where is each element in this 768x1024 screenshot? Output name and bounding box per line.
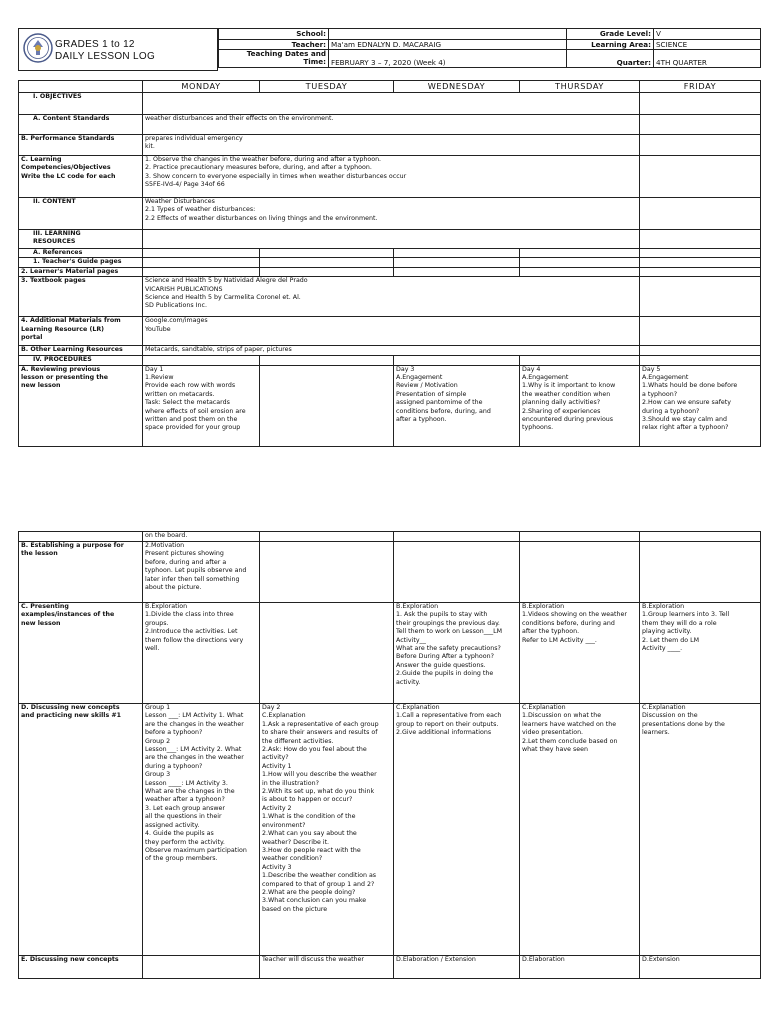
reviewing-tuesday [260, 365, 394, 446]
discussing-concepts-2-friday: D.Extension [640, 956, 761, 979]
reviewing-monday-continued: on the board. [143, 532, 260, 542]
quarter-label: Quarter: [567, 50, 654, 68]
presenting-examples-wednesday: B.Exploration 1. Ask the pupils to stay with their groupings the previous day. Tell them to work on Lesson___LM Activity__ What are the safety precautions? Before During After a typhoon? Answer the guide questions. 2.Guide the pupils in doing the activity. [394, 603, 520, 704]
reviewing-wednesday: Day 3 A.Engagement Review / Motivation Presentation of simple assigned pantomime of the conditions before, during, and after a typhoon. [394, 365, 520, 446]
deped-seal-icon [23, 33, 53, 63]
reviewing-friday: Day 5 A.Engagement 1.Whats hould be done before a typhoon? 2.How can we ensure safety during a typhoon? 3.Should we stay calm and relax right after a typhoon? [640, 365, 761, 446]
textbook-pages-label: 3. Textbook pages [19, 277, 143, 317]
grade-level-label: Grade Level: [567, 29, 654, 40]
reviewing-monday: Day 1 1.Review Provide each row with words written on metacards. Task: Select the metacards where effects of soil erosion are written and post them on the space provided for your group [143, 365, 260, 446]
lesson-log-part1 [18, 80, 760, 447]
day-header-blank [19, 81, 143, 93]
other-resources-label: B. Other Learning Resources [19, 346, 143, 356]
school-value [329, 29, 567, 40]
day-header-thursday: THURSDAY [520, 81, 640, 93]
day-header-wednesday: WEDNESDAY [394, 81, 520, 93]
day-header-tuesday: TUESDAY [260, 81, 394, 93]
discussing-concepts-1-tuesday: Day 2 C.Explanation 1.Ask a representative of each group to share their answers and results of the different activities. 2.Ask: How do you feel about the activity? Activity 1 1.How will you describe the weather in the illustration? 2.With its set up, what do you think is about to happen or occur? Activity 2 1.What is the condition of the environment? 2.What can you say about the weather? Describe it. 3.How do people react with the weather condition? Activity 3 1.Describe the weather condition as compared to that of group 1 and 2? 2.What are the people doing? 3.What conclusion can you make based on the picture [260, 704, 394, 956]
learners-material-label: 2. Learner's Material pages [19, 267, 143, 276]
lesson-log-table-2 [18, 531, 761, 979]
content-standards-label: A. Content Standards [19, 115, 143, 135]
content-value: Weather Disturbances 2.1 Types of weather disturbances: 2.2 Effects of weather disturbances on living things and the environment. [143, 198, 640, 230]
content-heading: II. CONTENT [19, 198, 143, 230]
discussing-concepts-2-monday [143, 956, 260, 979]
teacher-label: Teacher: [219, 39, 329, 50]
discussing-concepts-1-label: D. Discussing new concepts and practicing new skills #1 [19, 704, 143, 956]
teachers-guide-label: 1. Teacher's Guide pages [19, 258, 143, 267]
discussing-concepts-2-thursday: D.Elaboration [520, 956, 640, 979]
other-resources-value: Metacards, sandtable, strips of paper, pictures [143, 346, 640, 356]
day-header-friday: FRIDAY [640, 81, 761, 93]
discussing-concepts-2-wednesday: D.Elaboration / Extension [394, 956, 520, 979]
reviewing-thursday: Day 4 A.Engagement 1.Why is it important to know the weather condition when planning daily activities? 2.Sharing of experiences encountered during previous typhoons. [520, 365, 640, 446]
presenting-examples-label: C. Presenting examples/instances of the new lesson [19, 603, 143, 704]
presenting-examples-friday: B.Exploration 1.Group learners into 3. Tell them they will do a role playing activity. 2. Let them do LM Activity ____. [640, 603, 761, 704]
dll-header [18, 28, 760, 71]
learning-competencies-label: C. Learning Competencies/Objectives Write the LC code for each [19, 156, 143, 198]
performance-standards-label: B. Performance Standards [19, 135, 143, 156]
learning-area-label: Learning Area: [567, 39, 654, 50]
day-header-monday: MONDAY [143, 81, 260, 93]
discussing-concepts-2-label: E. Discussing new concepts [19, 956, 143, 979]
logo-title-line2: DAILY LESSON LOG [55, 51, 156, 62]
objectives-heading: I. OBJECTIVES [19, 93, 143, 115]
discussing-concepts-1-wednesday: C.Explanation 1.Call a representative from each group to report on their outputs. 2.Give additional informations [394, 704, 520, 956]
presenting-examples-thursday: B.Exploration 1.Videos showing on the weather conditions before, during and after the typhoon. Refer to LM Activity ___. [520, 603, 640, 704]
lesson-log-table-1 [18, 80, 761, 447]
references-label: A. References [19, 249, 143, 258]
learning-area-value: SCIENCE [654, 39, 761, 50]
grade-level-value: V [654, 29, 761, 40]
logo-box [18, 28, 218, 71]
discussing-concepts-1-friday: C.Explanation Discussion on the presentations done by the learners. [640, 704, 761, 956]
content-standards-value: weather disturbances and their effects on the environment. [143, 115, 640, 135]
reviewing-previous-lesson-label: A. Reviewing previous lesson or presenting the new lesson [19, 365, 143, 446]
discussing-concepts-1-thursday: C.Explanation 1.Discussion on what the learners have watched on the video presentation. 2.Let them conclude based on what they have seen [520, 704, 640, 956]
additional-materials-value: Google.com/images YouTube [143, 317, 640, 346]
textbook-pages-value: Science and Health 5 by Natividad Alegre del Prado VICARISH PUBLICATIONS Science and Health 5 by Carmelita Coronel et. Al. SD Publications Inc. [143, 277, 640, 317]
learning-resources-heading: III. LEARNING RESOURCES [19, 230, 143, 249]
teaching-dates-value: FEBRUARY 3 – 7, 2020 (Week 4) [329, 50, 567, 68]
quarter-value: 4TH QUARTER [654, 50, 761, 68]
teacher-value: Ma'am EDNALYN D. MACARAIG [329, 39, 567, 50]
teaching-dates-label: Teaching Dates and Time: [219, 50, 329, 68]
establishing-purpose-label: B. Establishing a purpose for the lesson [19, 542, 143, 603]
school-label: School: [219, 29, 329, 40]
logo-title-line1: GRADES 1 to 12 [55, 39, 135, 50]
discussing-concepts-1-monday: Group 1 Lesson ___: LM Activity 1. What are the changes in the weather before a typhoon? Group 2 Lesson___: LM Activity 2. What are the changes in the weather during a typhoon? Group 3 Lesson ____: LM Activity 3. What are the changes in the weather after a typhoon? 3. Let each group answer all the questions in their assigned activity. 4. Guide the pupils as they perform the activity. Observe maximum participation of the group members. [143, 704, 260, 956]
lesson-log-part2 [18, 531, 760, 979]
additional-materials-label: 4. Additional Materials from Learning Resource (LR) portal [19, 317, 143, 346]
procedures-heading: IV. PROCEDURES [19, 356, 143, 365]
header-info-table [218, 28, 761, 68]
performance-standards-value: prepares individual emergency kit. [143, 135, 640, 156]
establishing-purpose-monday: 2.Motivation Present pictures showing before, during and after a typhoon. Let pupils observe and later infer then tell something about the picture. [143, 542, 260, 603]
presenting-examples-tuesday [260, 603, 394, 704]
learning-competencies-value: 1. Observe the changes in the weather before, during and after a typhoon. 2. Practice precautionary measures before, during, and after a typhoon. 3. Show concern to everyone especially in times when weather disturbances occur S5FE-IVd-4/ Page 34of 66 [143, 156, 640, 198]
discussing-concepts-2-tuesday: Teacher will discuss the weather [260, 956, 394, 979]
presenting-examples-monday: B.Exploration 1.Divide the class into three groups. 2.Introduce the activities. Let them follow the directions very well. [143, 603, 260, 704]
